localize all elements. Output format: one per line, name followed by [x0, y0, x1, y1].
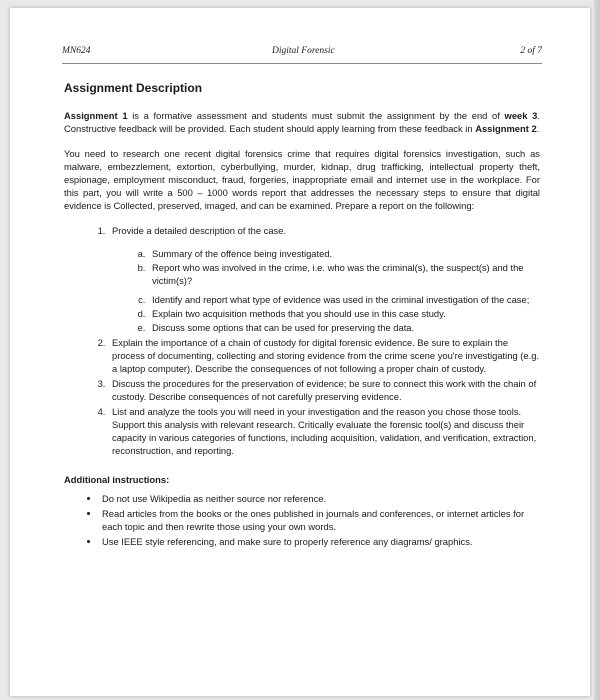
week-label: week 3 — [504, 110, 538, 121]
task-item — [108, 224, 540, 334]
task-item: 3. Discuss the procedures for the preservation of evidence; be sure to connect this work with the chain of custody. Describe consequences of not carefully preserving evidence. — [108, 377, 540, 403]
page-content — [64, 76, 540, 550]
subtask-item: d. Explain two acquisition methods that you should use in this case study. — [148, 307, 540, 320]
description-paragraph: You need to research one recent digital forensics crime that requires digital forensics investigation, such as malware, embezzlement, extortion, cyberbullying, murder, kidnap, drug trafficking, intellectual property theft, espionage, employment misconduct, fraud, forgeries, inappropriate email and internet use in the workplace. For this part, you will write a 500 – 1000 words report that addresses the necessary steps to ensure that digital evidence is Collected, preserved, imaged, and can be examined. Prepare a report on the following: — [64, 148, 540, 211]
additional-instructions-title: Additional instructions: — [64, 474, 170, 485]
intro-text-2: . Constructive feedback will be provided. Each student should apply learning from these feedback in — [64, 110, 540, 134]
assignment-1-label: Assignment 1 — [64, 110, 128, 121]
subtask-item: c. Identify and report what type of evidence was used in the criminal investigation of the case; — [148, 293, 540, 306]
task-item: 4. List and analyze the tools you will need in your investigation and the reason you chose those tools. Support this analysis with relevant research. Critically evaluate the forensic tool(s) and discuss their capacity in various categories of functions, including acquisition, validation, and verification, extraction, reconstruction, and reporting. — [108, 405, 540, 457]
page-header — [62, 46, 542, 62]
task-item: 2. Explain the importance of a chain of custody for digital forensic evidence. Be sure to explain the process of documenting, collecting and storing evidence from the crime scene you're investigating (e.g. a laptop computer). Describe the consequences of not following a proper chain of custody. — [108, 336, 540, 375]
assignment-2-label: Assignment 2 — [475, 123, 537, 134]
section-title: Assignment Description — [64, 81, 203, 95]
intro-text-3: . — [536, 123, 540, 134]
task-list — [64, 224, 540, 457]
subtask-item: a. Summary of the offence being investigated. — [148, 247, 540, 260]
page-number: 2 of 7 — [520, 46, 542, 56]
instruction-item: • Use IEEE style referencing, and make sure to properly reference any diagrams/ graphics. — [100, 535, 540, 548]
intro-paragraph — [64, 109, 540, 135]
subtask-item: e. Discuss some options that can be used for preserving the data. — [148, 321, 540, 334]
document-page — [10, 8, 590, 696]
course-name: Digital Forensic — [272, 46, 335, 56]
window-edge — [594, 0, 600, 700]
additional-instructions-list — [64, 492, 540, 548]
subtask-list — [112, 247, 540, 334]
intro-text-1: is a formative assessment and students must submit the assignment by the end of — [127, 110, 505, 121]
task-text: Provide a detailed description of the case. — [112, 225, 287, 236]
instruction-item: • Do not use Wikipedia as neither source nor reference. — [100, 492, 540, 505]
course-code: MN624 — [62, 46, 91, 56]
instruction-item: • Read articles from the books or the ones published in journals and conferences, or internet articles for each topic and then rewrite those using your own words. — [100, 507, 540, 533]
header-rule — [62, 63, 542, 64]
subtask-item: b. Report who was involved in the crime, i.e. who was the criminal(s), the suspect(s) and the victim(s)? — [148, 261, 540, 287]
